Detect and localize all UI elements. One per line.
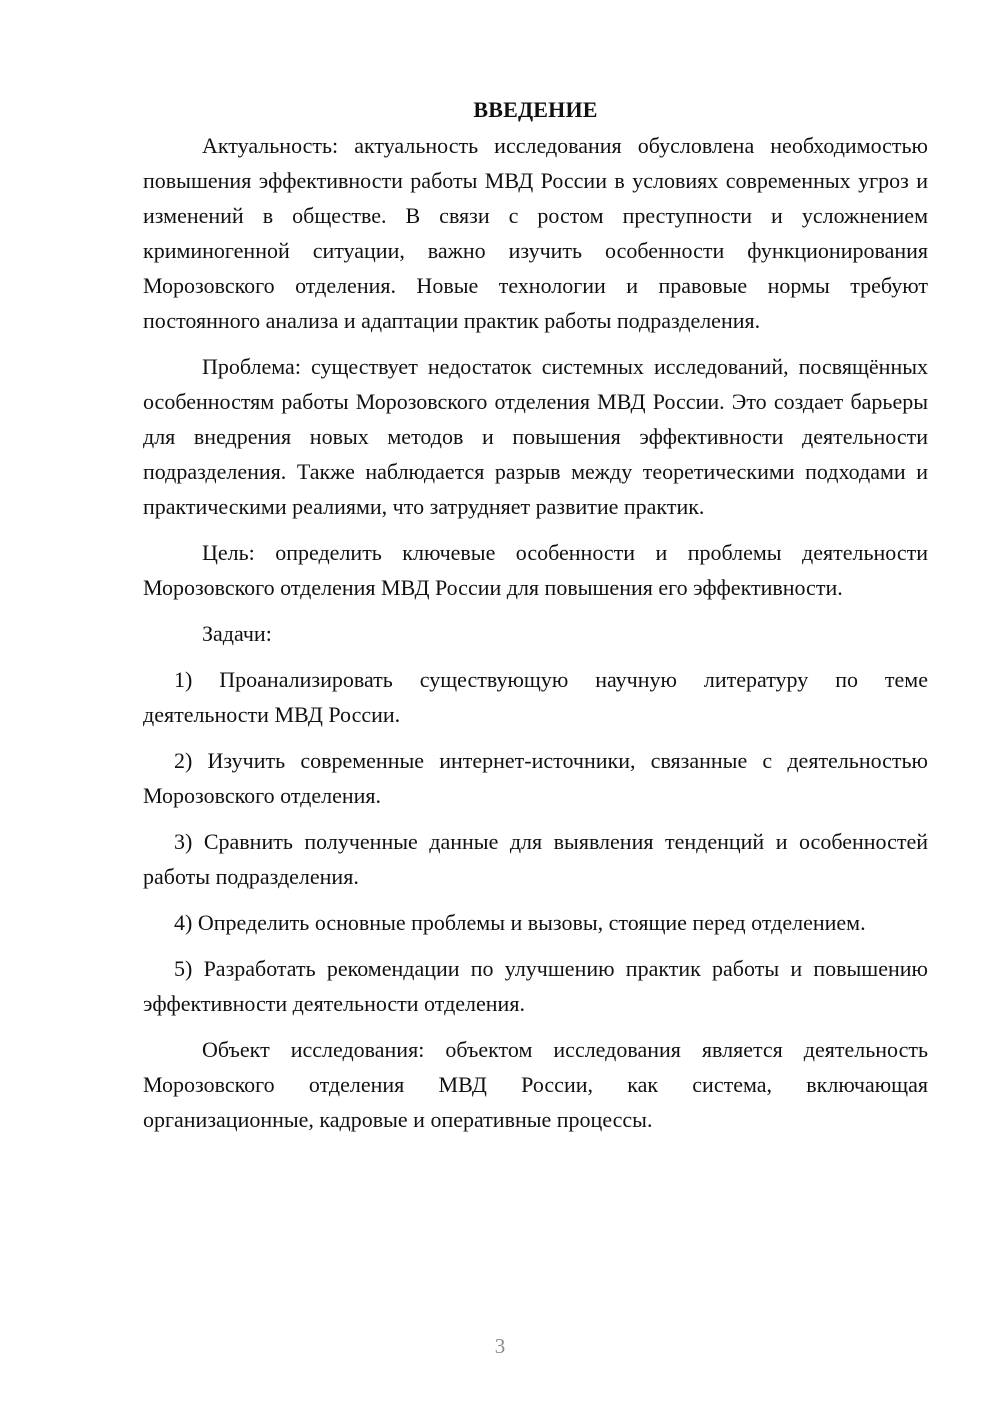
task-item-1: 1) Проанализировать существующую научную литературу по теме деятельности МВД России.: [143, 667, 928, 727]
tasks-label: Задачи:: [202, 621, 272, 646]
goal-paragraph: Цель: определить ключевые особенности и проблемы деятельности Морозовского отделения МВД России для повышения его эффективности.: [143, 540, 928, 600]
section-heading: ВВЕДЕНИЕ: [473, 97, 598, 122]
task-item-3: 3) Сравнить полученные данные для выявления тенденций и особенностей работы подразделения.: [143, 829, 928, 889]
task-item-5: 5) Разработать рекомендации по улучшению практик работы и повышению эффективности деятельности отделения.: [143, 956, 928, 1016]
relevance-paragraph: Актуальность: актуальность исследования обусловлена необходимостью повышения эффективности работы МВД России в условиях современных угроз и изменений в обществе. В связи с ростом преступности и усложнением криминогенной ситуации, важно изучить особенности функционирования Морозовского отделения. Новые технологии и правовые нормы требуют постоянного анализа и адаптации практик работы подразделения.: [143, 133, 928, 333]
task-item-2: 2) Изучить современные интернет-источники, связанные с деятельностью Морозовского отделения.: [143, 748, 928, 808]
object-paragraph: Объект исследования: объектом исследования является деятельность Морозовского отделения МВД России, как система, включающая организационные, кадровые и оперативные процессы.: [143, 1037, 928, 1132]
page-body: [143, 93, 928, 1137]
page-number: 3: [494, 1334, 506, 1358]
problem-paragraph: Проблема: существует недостаток системных исследований, посвящённых особенностям работы Морозовского отделения МВД России. Это создает барьеры для внедрения новых методов и повышения эффективности деятельности подразделения. Также наблюдается разрыв между теоретическими подходами и практическими реалиями, что затрудняет развитие практик.: [143, 354, 928, 519]
task-item-4: 4) Определить основные проблемы и вызовы, стоящие перед отделением.: [174, 910, 866, 935]
